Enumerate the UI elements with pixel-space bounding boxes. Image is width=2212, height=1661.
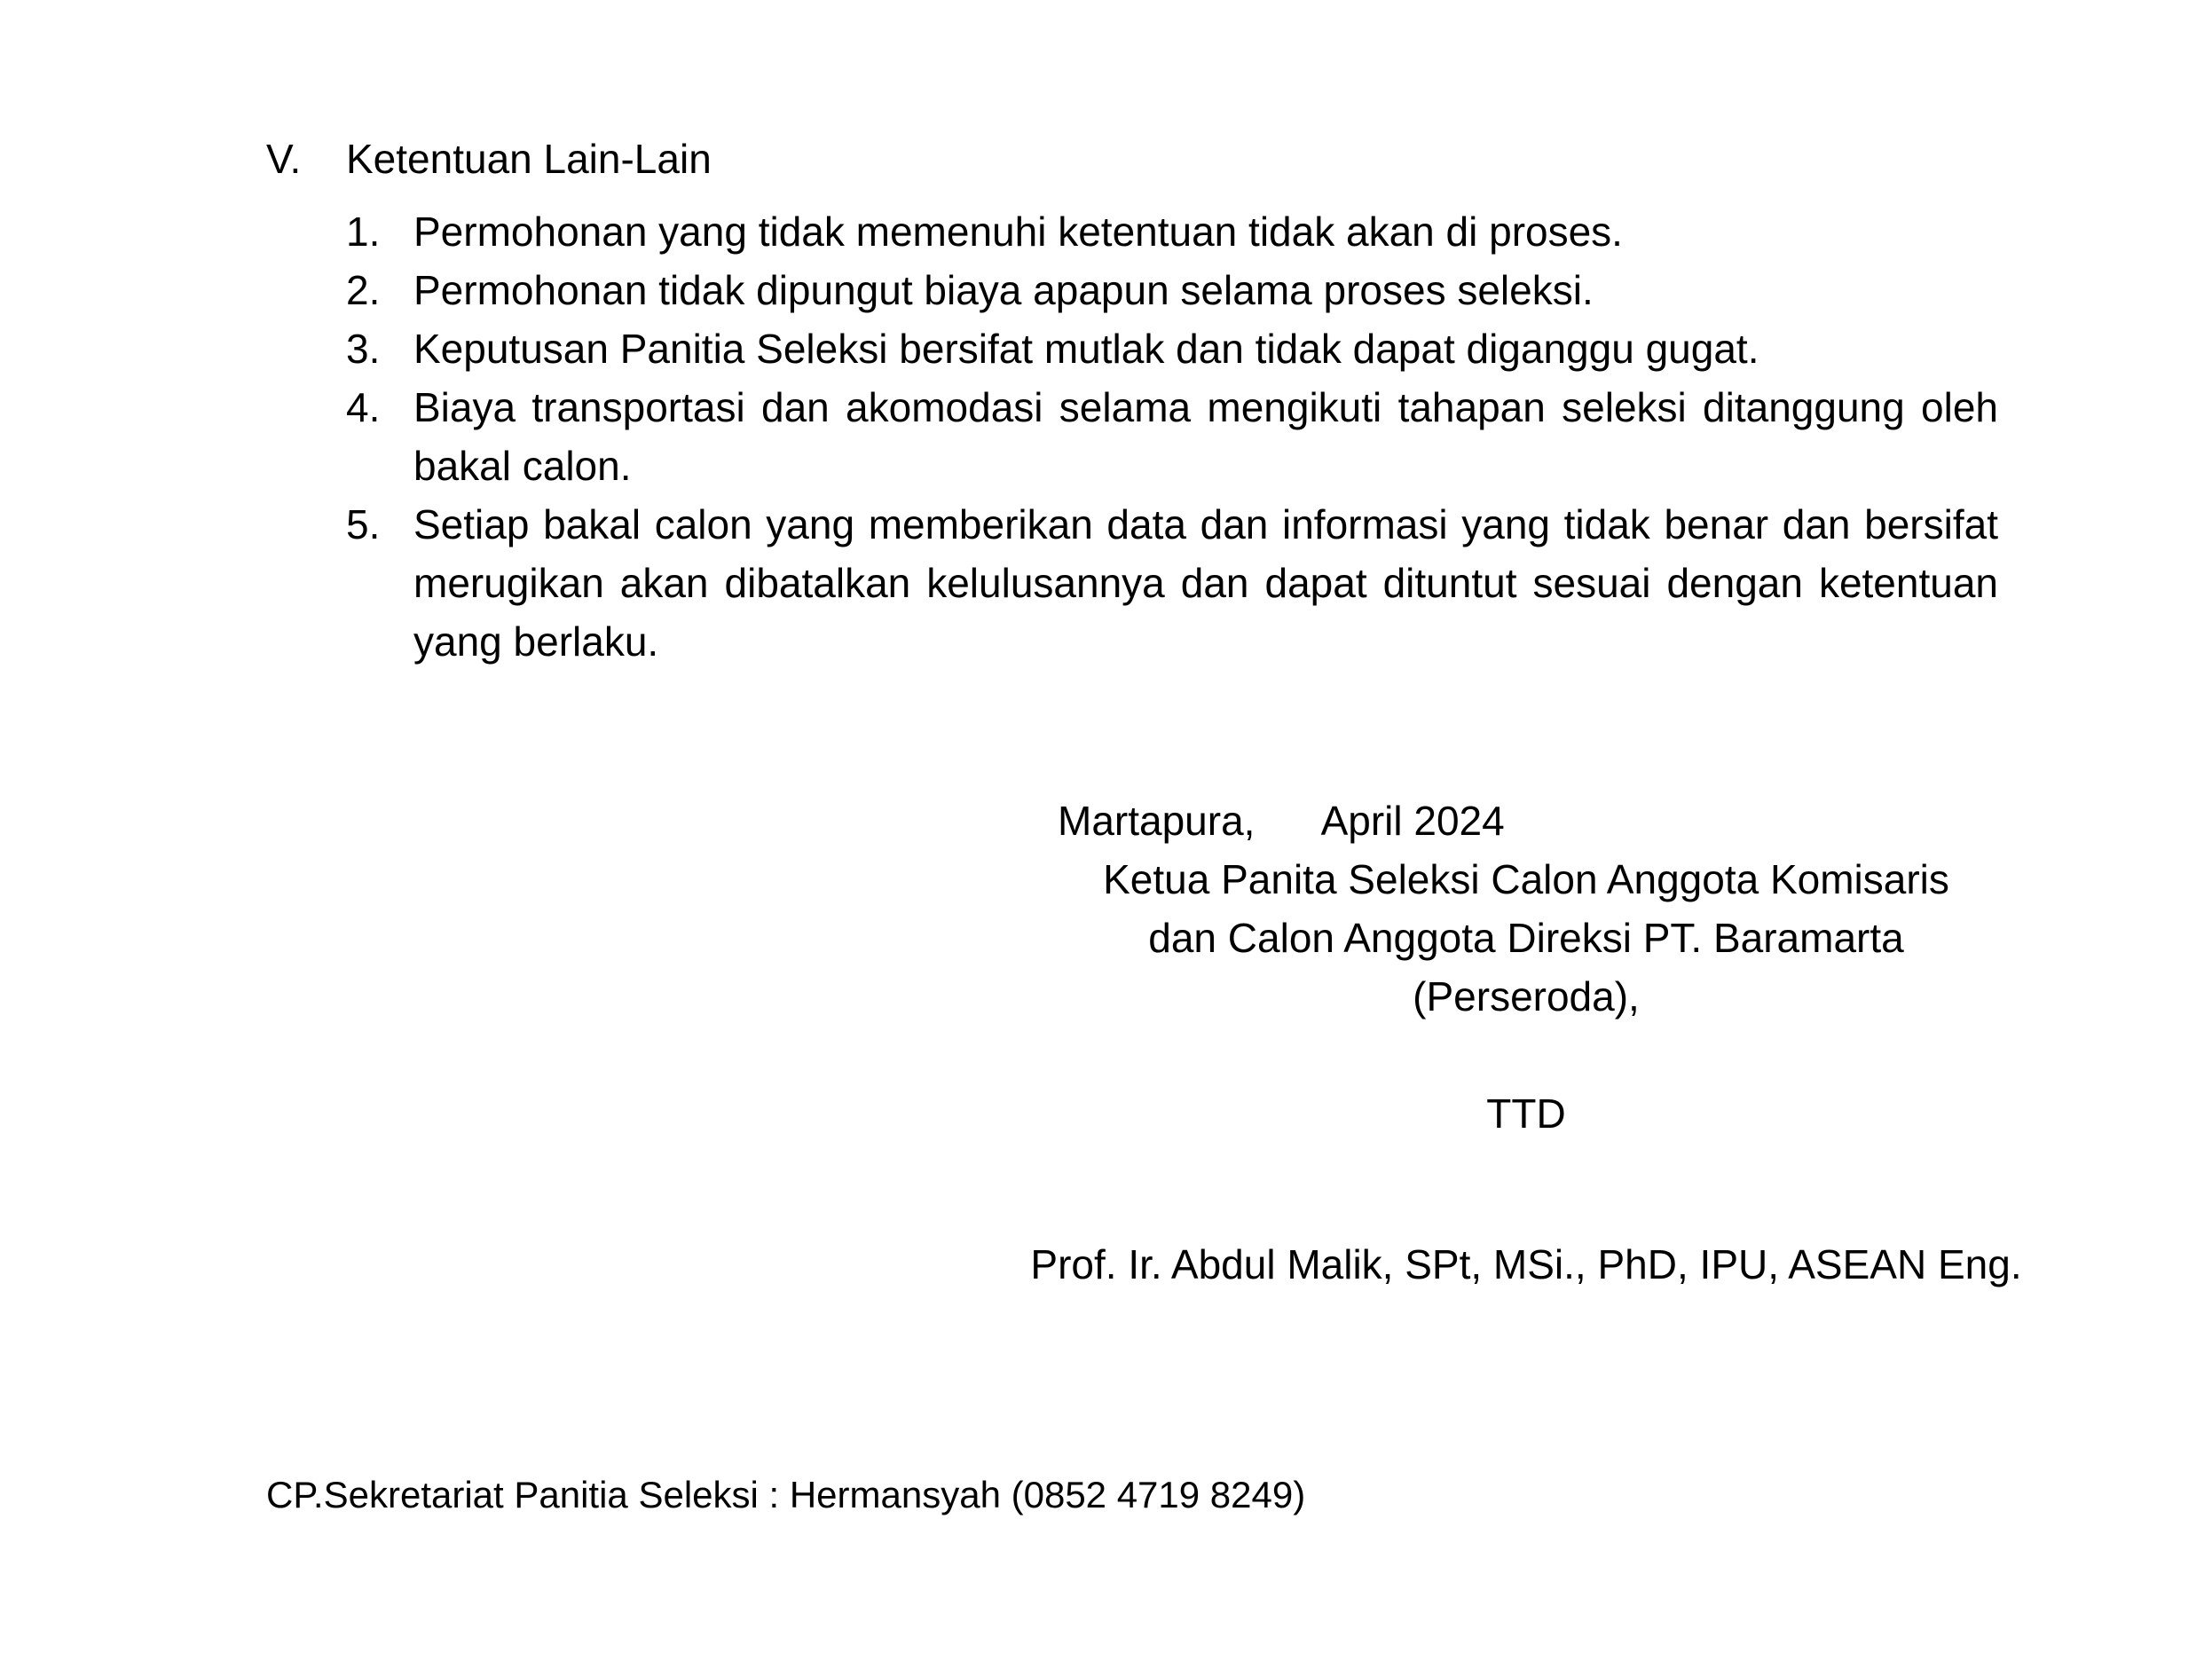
signer-title-line: Ketua Panita Seleksi Calon Anggota Komisaris	[1103, 856, 1949, 902]
signer-name: Prof. Ir. Abdul Malik, SPt, MSi., PhD, IPU, ASEAN Eng.	[1030, 1241, 2022, 1287]
list-item-text: Permohonan tidak dipungut biaya apapun selama proses seleksi.	[413, 267, 1594, 313]
list-item-number: 4.	[346, 384, 381, 430]
section-numeral: V.	[266, 136, 302, 182]
list-item-text: Keputusan Panitia Seleksi bersifat mutlak dan tidak dapat diganggu gugat.	[413, 326, 1759, 372]
list-item-text: Permohonan yang tidak memenuhi ketentuan tidak akan di proses.	[413, 209, 1623, 255]
list-item-text: Setiap bakal calon yang memberikan data dan informasi yang tidak benar dan bersifat merugikan akan dibatalkan kelulusannya dan dapat dituntut sesuai dengan ketentuan yang berlaku.	[413, 501, 1998, 665]
list-item-number: 1.	[346, 209, 381, 255]
list-item	[346, 378, 1998, 495]
signer-title	[976, 850, 2076, 1026]
section-heading	[266, 130, 712, 188]
signer-title-line: dan Calon Anggota Direksi PT. Baramarta	[1148, 915, 1904, 961]
list-item-text: Biaya transportasi dan akomodasi selama mengikuti tahapan seleksi ditanggung oleh bakal calon.	[413, 384, 1998, 489]
list-item	[346, 202, 1998, 261]
contact-person: CP.Sekretariat Panitia Seleksi : Hermansyah (0852 4719 8249)	[266, 1474, 1306, 1515]
signer-title-line: (Perseroda),	[1413, 973, 1640, 1019]
list-item	[346, 495, 1998, 671]
place-date: Martapura, April 2024	[1058, 798, 1505, 844]
list-item-number: 3.	[346, 326, 381, 372]
section-title: Ketentuan Lain-Lain	[346, 136, 712, 182]
list-item-number: 5.	[346, 501, 381, 547]
signature-mark: TTD	[1486, 1090, 1566, 1137]
list-item	[346, 261, 1998, 319]
rules-list	[346, 202, 1998, 671]
list-item	[346, 319, 1998, 378]
list-item-number: 2.	[346, 267, 381, 313]
